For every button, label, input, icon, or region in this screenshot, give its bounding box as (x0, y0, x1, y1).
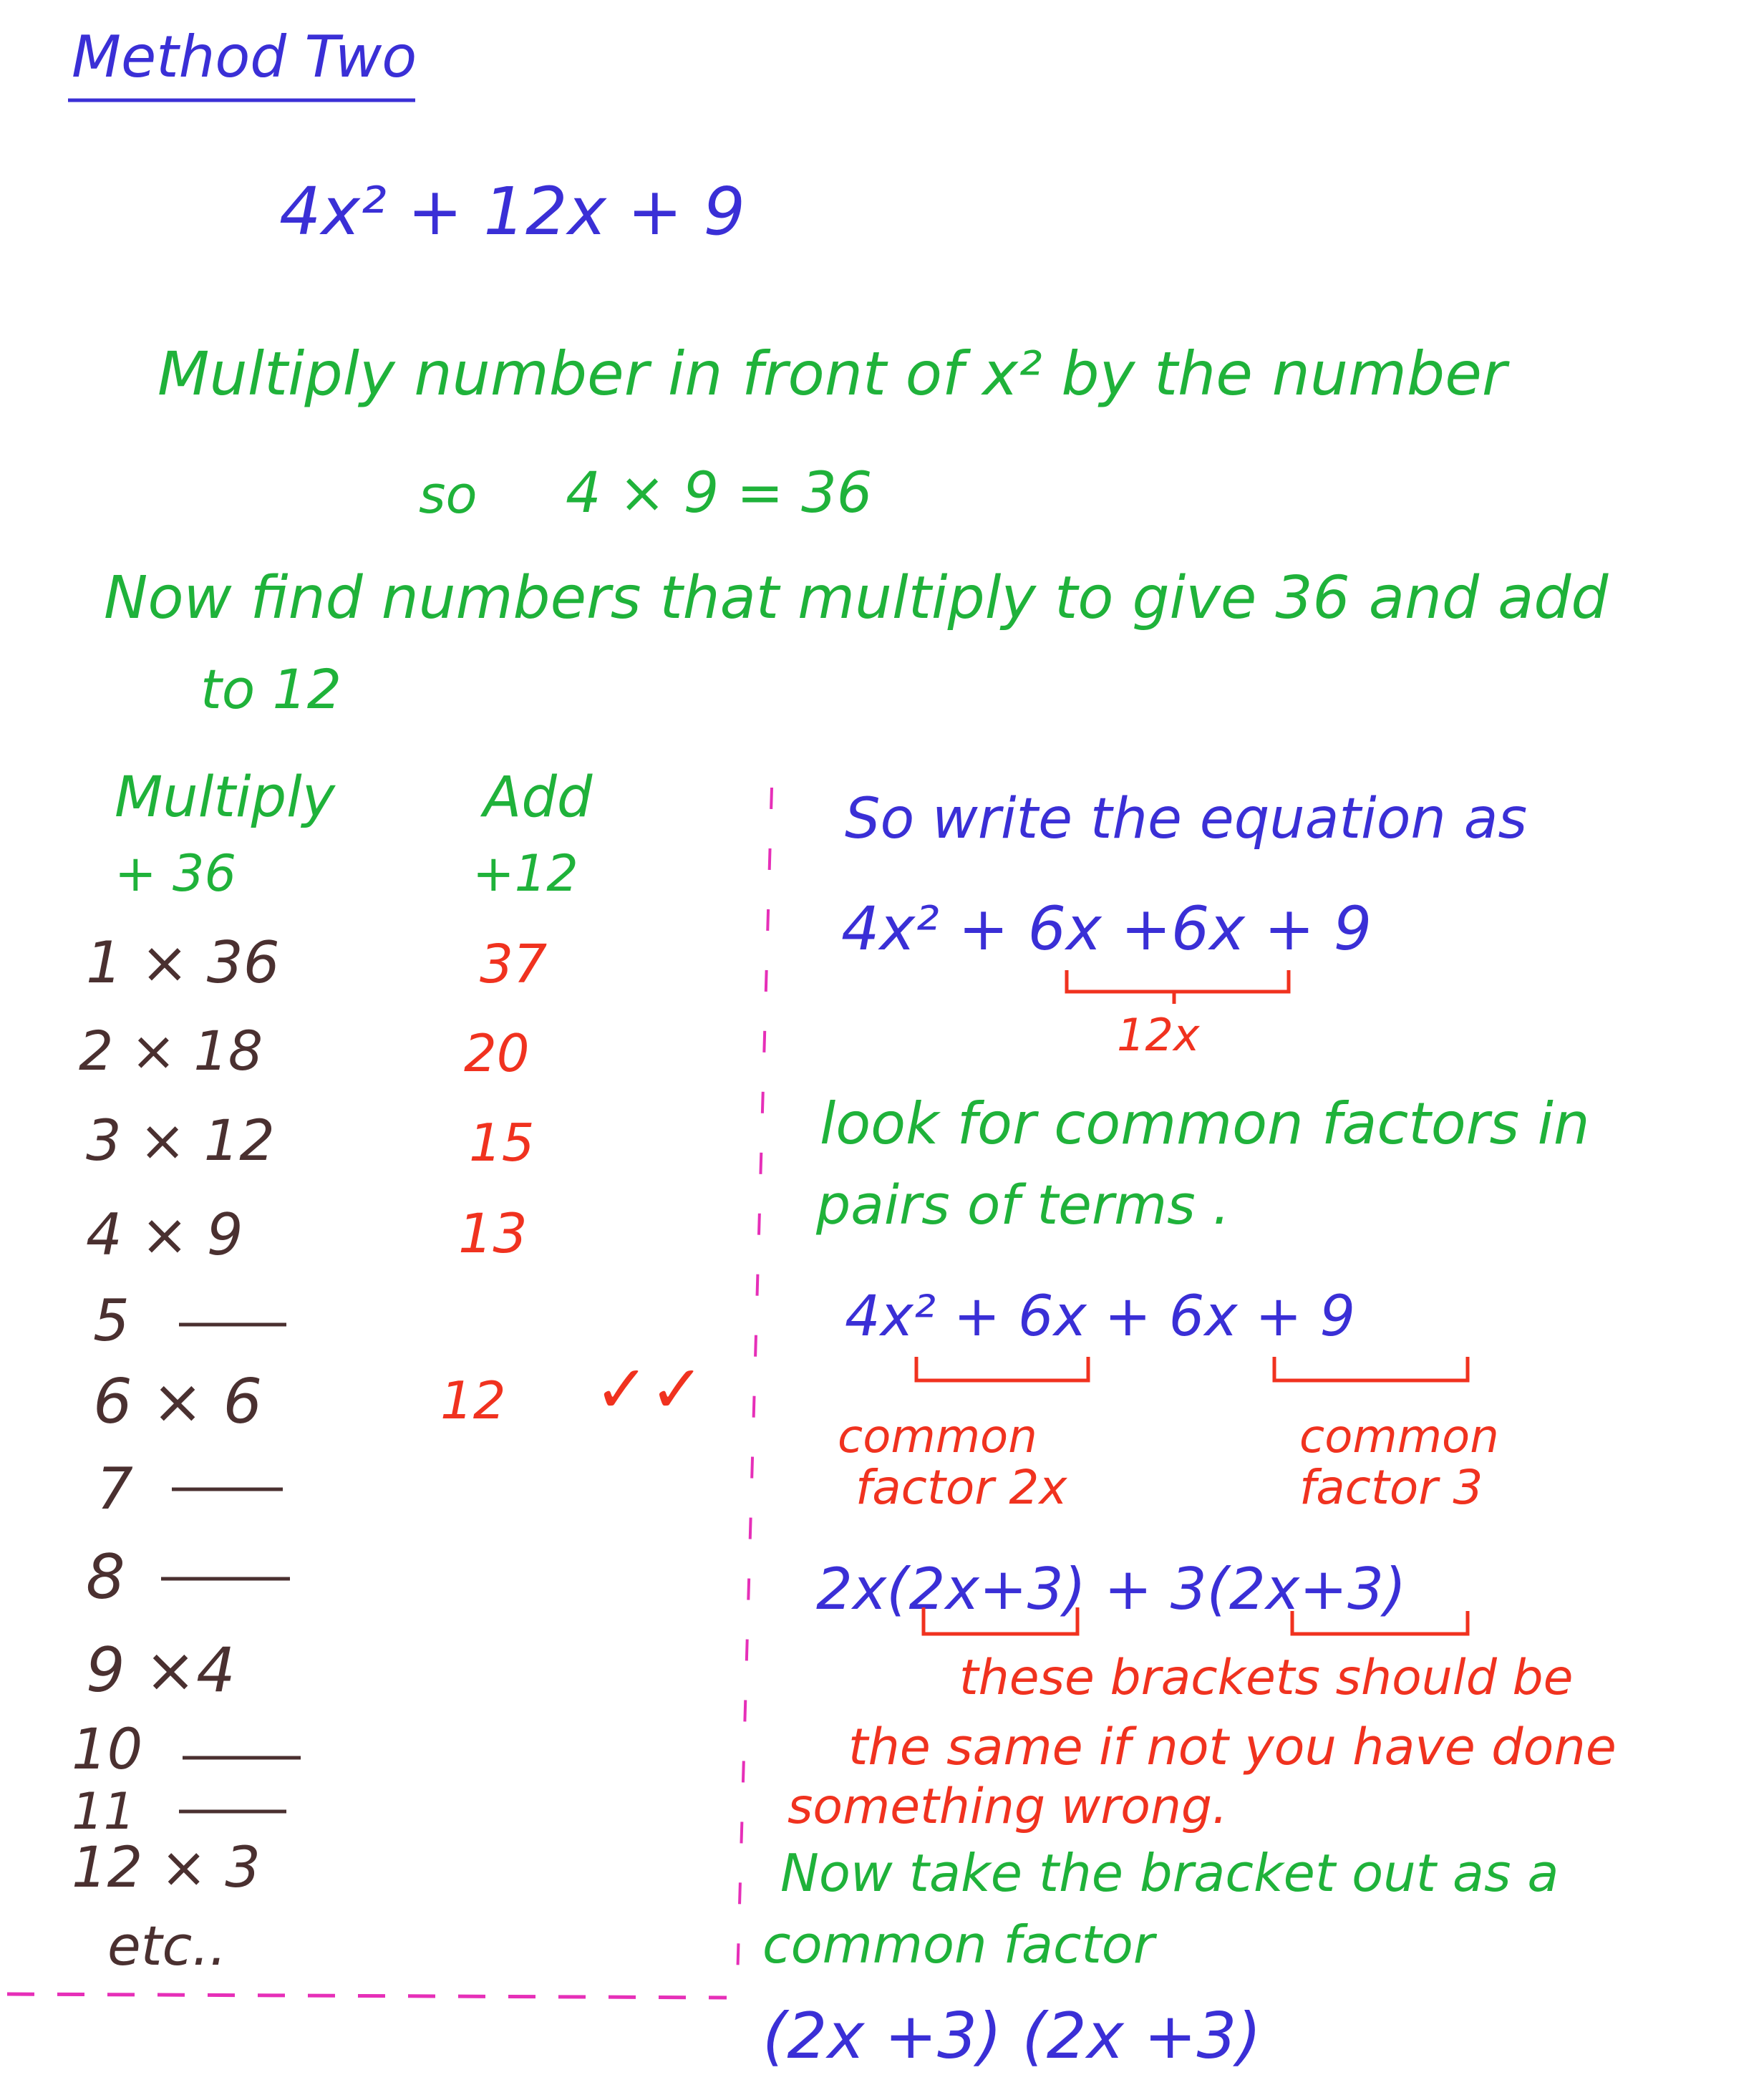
common-factor-left-value: factor 2x (856, 1460, 1067, 1515)
step2-instruction: Now find numbers that multiply to give 36 and add (104, 564, 1609, 632)
sum-row-3: 15 (469, 1113, 535, 1173)
bracket-factored-left (924, 1607, 1077, 1634)
etc-label: etc.. (107, 1914, 227, 1978)
note-line-2: the same if not you have done (848, 1718, 1617, 1776)
vertical-separator (737, 788, 772, 1980)
common-factor-left: common (838, 1411, 1037, 1464)
pair-row-4: 4 × 9 (86, 1201, 243, 1268)
check-mark-icon: ✓✓ (594, 1351, 705, 1428)
pair-row-8: 8 (86, 1542, 125, 1613)
brace-12x (1067, 970, 1289, 1004)
expression: 4x² + 12x + 9 (279, 173, 746, 250)
bracket-factored-right (1292, 1611, 1468, 1634)
note-line-1: these brackets should be (959, 1650, 1574, 1706)
look-instruction: look for common factors in (820, 1090, 1590, 1157)
pair-row-3: 3 × 12 (86, 1109, 275, 1174)
note-line-3: something wrong. (788, 1779, 1228, 1835)
table-dashes (161, 1325, 301, 1811)
page-title: Method Two (72, 24, 417, 90)
sum-row-4: 13 (458, 1201, 528, 1265)
pair-row-2: 2 × 18 (79, 1019, 263, 1083)
step1-so: so (419, 465, 478, 525)
rewrite-equation: 4x² + 6x +6x + 9 (841, 894, 1372, 964)
pair-row-10: 10 (72, 1718, 143, 1782)
pair-row-9: 9 ×4 (86, 1635, 236, 1706)
multiply-target: + 36 (115, 844, 236, 903)
rewrite-intro: So write the equation as (845, 787, 1528, 851)
sum-row-2: 20 (464, 1023, 530, 1083)
factored-equation: 2x(2x+3) + 3(2x+3) (816, 1556, 1407, 1622)
common-factor-right: common (1299, 1411, 1499, 1464)
pair-row-1: 1 × 36 (86, 929, 280, 996)
brace-label: 12x (1117, 1009, 1200, 1061)
pair-row-11: 11 (72, 1782, 136, 1841)
add-target: +12 (472, 844, 578, 903)
bracket-pair-right (1274, 1357, 1468, 1380)
step1-calculation: 4 × 9 = 36 (566, 461, 873, 526)
horizontal-separator (7, 1994, 727, 1998)
bracket-pair-left (916, 1357, 1088, 1380)
pair-row-6: 6 × 6 (93, 1366, 263, 1438)
sum-row-1: 37 (480, 934, 548, 995)
pair-row-5: 5 (93, 1287, 130, 1354)
common-factor-right-value: factor 3 (1299, 1460, 1483, 1515)
final-answer: (2x +3) (2x +3) (762, 1999, 1261, 2073)
final-instruction: Now take the bracket out as a (780, 1843, 1559, 1903)
pairs-equation: 4x² + 6x + 6x + 9 (845, 1285, 1356, 1349)
step2-instruction-cont: to 12 (200, 657, 342, 721)
final-instruction-cont: common factor (762, 1915, 1155, 1975)
pair-row-7: 7 (97, 1456, 133, 1522)
add-header: Add (483, 765, 593, 830)
pair-row-12: 12 × 3 (72, 1836, 261, 1900)
look-instruction-cont: pairs of terms . (816, 1173, 1231, 1237)
step1-instruction: Multiply number in front of x² by the number (158, 339, 1507, 409)
multiply-header: Multiply (115, 765, 336, 830)
sum-row-6: 12 (440, 1370, 506, 1431)
